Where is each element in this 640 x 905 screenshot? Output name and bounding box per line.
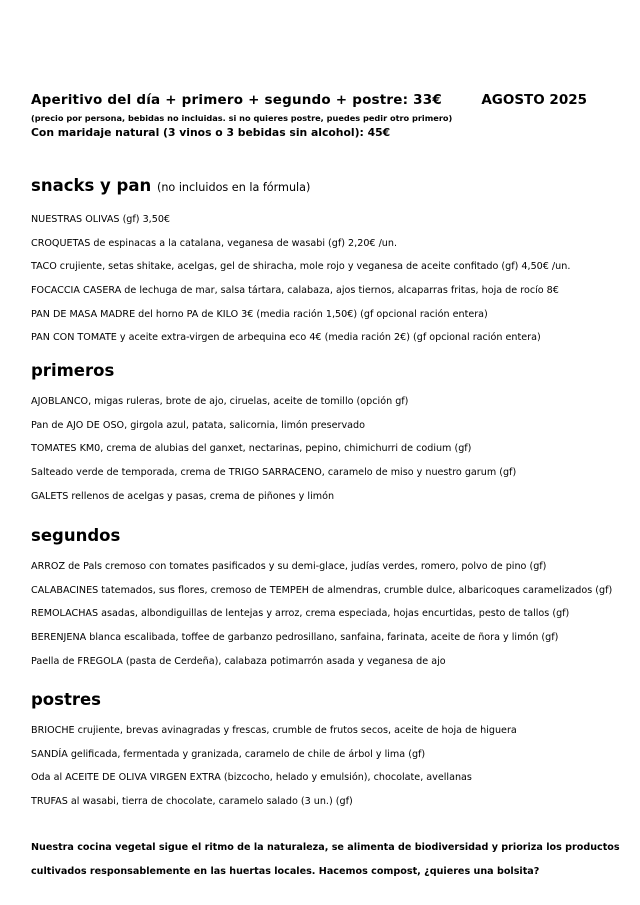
menu-price-title: Aperitivo del día + primero + segundo + postre: 33€ [31, 92, 442, 108]
section-title-postres: postres [31, 690, 102, 709]
footer-line-1: Nuestra cocina vegetal sigue el ritmo de la naturaleza, se alimenta de biodiversidad y prioriza los productos [31, 842, 620, 853]
pairing-price: Con maridaje natural (3 vinos o 3 bebidas sin alcohol): 45€ [31, 126, 391, 139]
section-segundos [31, 526, 626, 673]
list-item: TACO crujiente, setas shitake, acelgas, gel de shiracha, mole rojo y veganesa de aceite confitado (gf) 4,50€ /un. [31, 261, 571, 273]
list-item: GALETS rellenos de acelgas y pasas, crema de piñones y limón [31, 490, 335, 502]
list-item: ARROZ de Pals cremoso con tomates pasificados y su demi-glace, judías verdes, romero, polvo de pino (gf) [31, 561, 547, 572]
list-item: Salteado verde de temporada, crema de TRIGO SARRACENO, caramelo de miso y nuestro garum (gf) [31, 467, 517, 479]
list-item: Paella de FREGOLA (pasta de Cerdeña), calabaza potimarrón asada y veganesa de ajo [31, 655, 446, 667]
section-title-snacks [31, 176, 626, 195]
list-item: SANDÍA gelificada, fermentada y granizada, caramelo de chile de árbol y lima (gf) [31, 748, 426, 760]
footer-note [31, 836, 621, 883]
list-item: FOCACCIA CASERA de lechuga de mar, salsa tártara, calabaza, ajos tiernos, alcaparras fritas, hoja de rocío 8€ [31, 285, 559, 297]
list-item: REMOLACHAS asadas, albondiguillas de lentejas y arroz, crema especiada, hojas encurtidas, pesto de tallos (gf) [31, 608, 570, 620]
list-item: PAN DE MASA MADRE del horno PA de KILO 3€ (media ración 1,50€) (gf opcional ración entera) [31, 308, 488, 320]
list-item: Pan de AJO DE OSO, girgola azul, patata, salicornia, limón preservado [31, 419, 365, 431]
snacks-list [31, 208, 626, 350]
list-item: PAN CON TOMATE y aceite extra-virgen de arbequina eco 4€ (media ración 2€) (gf opcional ración entera) [31, 332, 541, 344]
section-title-segundos: segundos [31, 526, 121, 545]
menu-date: AGOSTO 2025 [481, 92, 587, 108]
postres-list [31, 719, 626, 814]
section-postres [31, 690, 626, 814]
list-item: TOMATES KM0, crema de alubias del ganxet, nectarinas, pepino, chimichurri de codium (gf) [31, 443, 472, 455]
list-item: AJOBLANCO, migas ruleras, brote de ajo, ciruelas, aceite de tomillo (opción gf) [31, 396, 409, 407]
segundos-list [31, 555, 626, 673]
list-item: Oda al ACEITE DE OLIVA VIRGEN EXTRA (bizcocho, helado y emulsión), chocolate, avellanas [31, 772, 472, 784]
list-item: BERENJENA blanca escalibada, toffee de garbanzo pedrosillano, sanfaina, farinata, aceite de ñora y limón (gf) [31, 632, 559, 644]
list-item: CALABACINES tatemados, sus flores, cremoso de TEMPEH de almendras, crumble dulce, albaricoques caramelizados (gf) [31, 584, 613, 596]
list-item: TRUFAS al wasabi, tierra de chocolate, caramelo salado (3 un.) (gf) [31, 796, 353, 808]
price-note: (precio por persona, bebidas no incluidas. si no quieres postre, puedes pedir otro primero) [31, 113, 453, 123]
section-primeros [31, 361, 626, 508]
section-snacks [31, 176, 626, 350]
footer-line-2: cultivados responsablemente en las huertas locales. Hacemos compost, ¿quieres una bolsita? [31, 865, 540, 877]
snacks-subtitle: (no incluidos en la fórmula) [156, 181, 311, 194]
section-title-primeros: primeros [31, 361, 115, 380]
primeros-list [31, 390, 626, 508]
list-item: NUESTRAS OLIVAS (gf) 3,50€ [31, 214, 171, 225]
list-item: CROQUETAS de espinacas a la catalana, veganesa de wasabi (gf) 2,20€ /un. [31, 237, 398, 249]
list-item: BRIOCHE crujiente, brevas avinagradas y frescas, crumble de frutos secos, aceite de hoja de higuera [31, 725, 517, 736]
menu-header [31, 92, 611, 139]
snacks-title: snacks y pan [31, 176, 152, 195]
